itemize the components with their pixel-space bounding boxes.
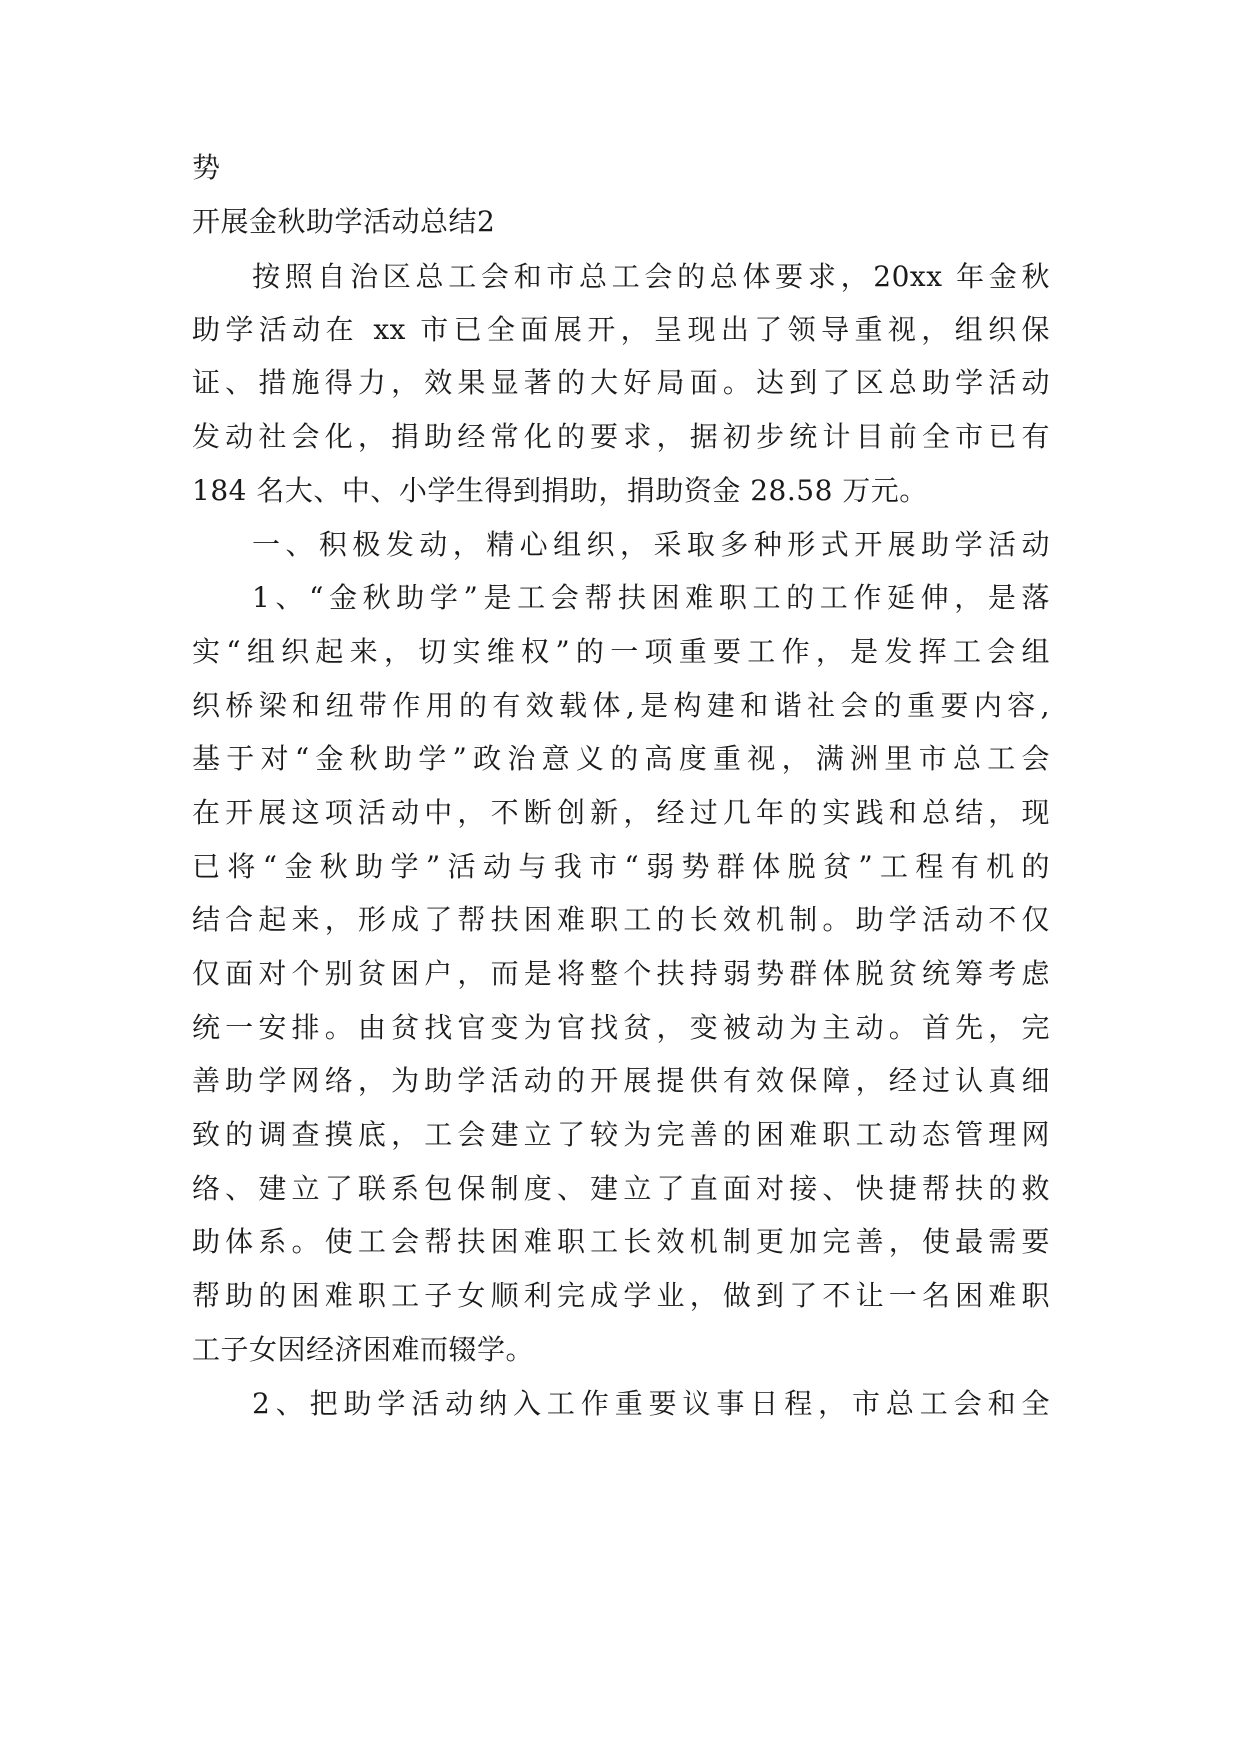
paragraph-line: 工子女因经济困难而辍学。 [192, 1333, 535, 1366]
paragraph-line: 184 名大、中、小学生得到捐助，捐助资金 28.58 万元。 [192, 474, 928, 507]
paragraph-line: 2、把助学活动纳入工作重要议事日程，市总工会和全 [252, 1387, 1050, 1420]
paragraph-line: 证、措施得力，效果显著的大好局面。达到了区总助学活动 [192, 366, 1050, 399]
paragraph-line: 按照自治区总工会和市总工会的总体要求，20xx 年金秋 [252, 260, 1050, 293]
paragraph-line: 实“组织起来，切实维权”的一项重要工作，是发挥工会组 [192, 635, 1050, 668]
paragraph-line: 助体系。使工会帮扶困难职工长效机制更加完善，使最需要 [192, 1225, 1050, 1258]
paragraph-line: 善助学网络，为助学活动的开展提供有效保障，经过认真细 [192, 1064, 1050, 1097]
paragraph-line: 络、建立了联系包保制度、建立了直面对接、快捷帮扶的救 [192, 1172, 1050, 1205]
heading-line: 一、积极发动，精心组织，采取多种形式开展助学活动 [252, 528, 1050, 561]
section-title: 开展金秋助学活动总结2 [192, 205, 496, 238]
paragraph-line: 发动社会化，捐助经常化的要求，据初步统计目前全市已有 [192, 420, 1050, 453]
paragraph-line: 帮助的困难职工子女顺利完成学业，做到了不让一名困难职 [192, 1279, 1050, 1312]
paragraph-line: 统一安排。由贫找官变为官找贫，变被动为主动。首先，完 [192, 1011, 1050, 1044]
text-line: 势 [192, 151, 221, 184]
paragraph-line: 助学活动在 xx 市已全面展开，呈现出了领导重视，组织保 [192, 313, 1050, 346]
paragraph-line: 结合起来，形成了帮扶困难职工的长效机制。助学活动不仅 [192, 903, 1050, 936]
paragraph-line: 已将“金秋助学”活动与我市“弱势群体脱贫”工程有机的 [192, 850, 1050, 883]
paragraph-line: 仅面对个别贫困户，而是将整个扶持弱势群体脱贫统筹考虑 [192, 957, 1050, 990]
paragraph-line: 致的调查摸底，工会建立了较为完善的困难职工动态管理网 [192, 1118, 1050, 1151]
paragraph-line: 在开展这项活动中，不断创新，经过几年的实践和总结，现 [192, 796, 1050, 829]
paragraph-line: 织桥梁和纽带作用的有效载体,是构建和谐社会的重要内容, [192, 689, 1050, 722]
paragraph-line: 1、“金秋助学”是工会帮扶困难职工的工作延伸，是落 [252, 581, 1050, 614]
paragraph-line: 基于对“金秋助学”政治意义的高度重视，满洲里市总工会 [192, 742, 1050, 775]
